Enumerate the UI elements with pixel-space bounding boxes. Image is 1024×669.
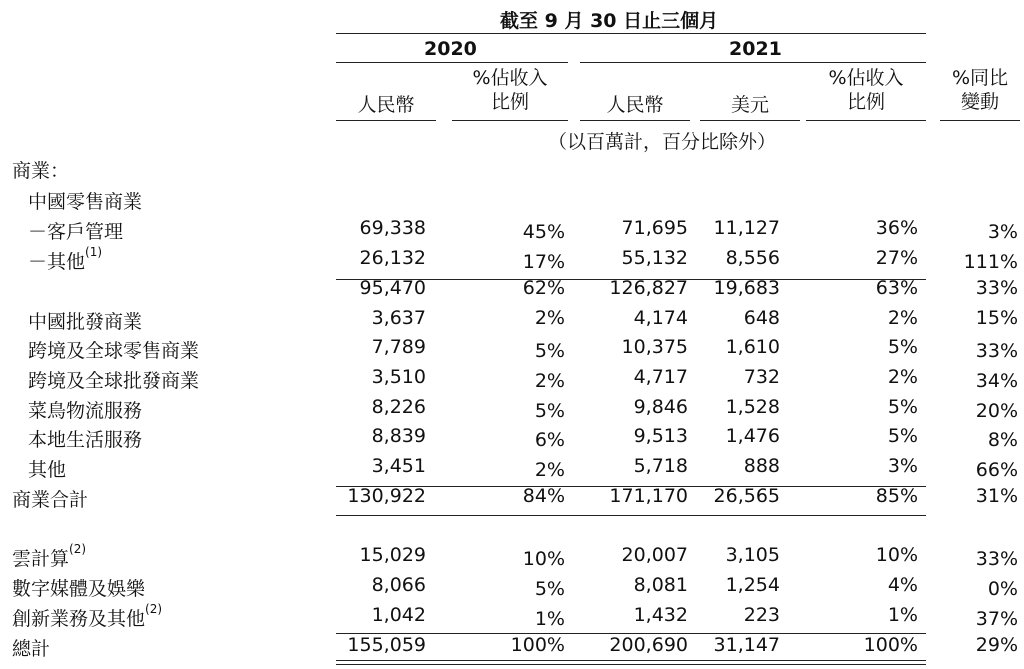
col-pct-2021 — [806, 66, 926, 114]
cell-pct-2021: 5% — [887, 425, 918, 447]
col-pct-2020-line2: 比例 — [490, 91, 529, 113]
cell-rmb-2021: 8,081 — [633, 574, 688, 596]
cell-rmb-2021: 71,695 — [621, 217, 688, 239]
row-label — [12, 634, 50, 661]
cell-pct-2020: 84% — [522, 485, 565, 507]
cell-yoy: 34% — [975, 370, 1018, 392]
cell-pct-2021: 2% — [887, 307, 918, 329]
cell-rmb-2021: 4,717 — [633, 366, 688, 388]
col-yoy-line2: 變動 — [960, 91, 999, 113]
cell-rmb-2020: 155,059 — [347, 634, 426, 656]
cell-pct-2021: 85% — [875, 485, 918, 507]
cell-pct-2020: 17% — [522, 251, 565, 273]
cell-rmb-2020: 8,226 — [371, 396, 426, 418]
cell-rmb-2020: 130,922 — [347, 485, 426, 507]
cell-pct-2020: 62% — [522, 277, 565, 299]
period-rule — [336, 33, 926, 34]
col-pct-2020-rule — [452, 120, 568, 121]
row-label-text: 創新業務及其他 — [12, 608, 146, 630]
cell-rmb-2020: 8,066 — [371, 574, 426, 596]
row-label — [12, 604, 162, 631]
cell-yoy: 111% — [963, 251, 1018, 273]
row-label — [28, 425, 142, 452]
cell-pct-2020: 5% — [534, 340, 565, 362]
cell-pct-2020: 1% — [534, 608, 565, 630]
row-label — [28, 336, 199, 363]
col-pct-2021-line1: %佔收入 — [828, 67, 904, 89]
row-label-text: 商業合計 — [12, 489, 89, 511]
row-label-text: 其他 — [28, 459, 67, 481]
row-label — [28, 366, 199, 393]
cell-rmb-2021: 171,170 — [609, 485, 688, 507]
col-pct-2021-line2: 比例 — [846, 91, 885, 113]
row-label-text: 商業： — [12, 160, 70, 182]
cell-usd-2021: 1,254 — [725, 574, 780, 596]
cell-pct-2021: 3% — [887, 455, 918, 477]
cell-rmb-2021: 55,132 — [621, 247, 688, 269]
row-label-text: 菜鳥物流服務 — [28, 400, 143, 422]
footnote-marker: (1) — [85, 245, 103, 259]
cell-rmb-2020: 3,637 — [371, 307, 426, 329]
cell-yoy: 31% — [975, 485, 1018, 507]
cell-rmb-2020: 8,839 — [371, 425, 426, 447]
col-usd-2021-label: 美元 — [730, 94, 769, 116]
cell-usd-2021: 19,683 — [713, 277, 780, 299]
row-label-text: 中國批發商業 — [28, 311, 143, 333]
row-label-text: 總計 — [12, 638, 51, 660]
col-usd-2021-rule — [700, 120, 800, 121]
period-header: 截至 9 月 30 日止三個月 — [500, 10, 719, 32]
cell-pct-2020: 6% — [534, 429, 565, 451]
col-rmb-2021-label: 人民幣 — [606, 94, 664, 116]
cell-yoy: 66% — [975, 459, 1018, 481]
cell-yoy: 33% — [975, 340, 1018, 362]
year-2020-header: 2020 — [424, 38, 477, 60]
col-pct-2021-rule — [806, 120, 926, 121]
cell-pct-2020: 5% — [534, 578, 565, 600]
cell-rmb-2021: 9,513 — [633, 425, 688, 447]
cell-usd-2021: 26,565 — [713, 485, 780, 507]
cell-pct-2021: 2% — [887, 366, 918, 388]
cell-usd-2021: 31,147 — [713, 634, 780, 656]
cell-pct-2021: 36% — [875, 217, 918, 239]
cell-rmb-2020: 1,042 — [371, 604, 426, 626]
cell-usd-2021: 888 — [743, 455, 780, 477]
cell-pct-2020: 2% — [534, 307, 565, 329]
row-label — [28, 247, 102, 274]
cell-rmb-2020: 26,132 — [359, 247, 426, 269]
col-rmb-2020 — [336, 93, 436, 117]
subtotal-rule — [336, 279, 926, 280]
cell-usd-2021: 8,556 — [725, 247, 780, 269]
col-rmb-2021-rule — [580, 120, 690, 121]
cell-yoy: 0% — [987, 578, 1018, 600]
cell-rmb-2020: 69,338 — [359, 217, 426, 239]
row-label-text: 跨境及全球批發商業 — [28, 370, 200, 392]
col-rmb-2020-rule — [336, 120, 436, 121]
total-double-rule — [336, 660, 926, 665]
cell-rmb-2021: 10,375 — [621, 336, 688, 358]
cell-rmb-2020: 7,789 — [371, 336, 426, 358]
cell-yoy: 29% — [975, 634, 1018, 656]
cell-rmb-2020: 3,451 — [371, 455, 426, 477]
cell-pct-2021: 10% — [875, 544, 918, 566]
row-label — [12, 544, 86, 571]
cell-pct-2021: 100% — [863, 634, 918, 656]
row-label-text: －客戶管理 — [28, 221, 124, 243]
cell-rmb-2020: 3,510 — [371, 366, 426, 388]
cell-usd-2021: 732 — [743, 366, 780, 388]
cell-pct-2020: 100% — [510, 634, 565, 656]
cell-yoy: 33% — [975, 548, 1018, 570]
col-usd-2021 — [700, 93, 800, 117]
row-label — [12, 485, 88, 512]
cell-usd-2021: 648 — [743, 307, 780, 329]
row-label — [12, 574, 145, 601]
year-2021-rule — [580, 62, 926, 63]
row-label — [28, 217, 123, 244]
cell-pct-2021: 27% — [875, 247, 918, 269]
cell-yoy: 8% — [987, 429, 1018, 451]
row-label — [28, 187, 142, 214]
cell-pct-2020: 10% — [522, 548, 565, 570]
row-label — [28, 396, 142, 423]
row-label-text: 中國零售商業 — [28, 191, 143, 213]
cell-yoy: 33% — [975, 277, 1018, 299]
cell-rmb-2021: 200,690 — [609, 634, 688, 656]
cell-rmb-2021: 9,846 — [633, 396, 688, 418]
cell-pct-2021: 63% — [875, 277, 918, 299]
year-2020-rule — [336, 62, 568, 63]
cell-yoy: 20% — [975, 400, 1018, 422]
cell-rmb-2021: 1,432 — [633, 604, 688, 626]
cell-pct-2021: 1% — [887, 604, 918, 626]
cell-usd-2021: 3,105 — [725, 544, 780, 566]
col-rmb-2020-label: 人民幣 — [357, 94, 415, 116]
cell-yoy: 15% — [975, 307, 1018, 329]
cell-pct-2021: 4% — [887, 574, 918, 596]
col-rmb-2021 — [580, 93, 690, 117]
row-label — [12, 156, 69, 183]
row-label-text: 跨境及全球零售商業 — [28, 340, 200, 362]
commerce-pre-rule — [336, 486, 926, 487]
cell-rmb-2020: 15,029 — [359, 544, 426, 566]
cell-rmb-2020: 95,470 — [359, 277, 426, 299]
row-label-text: －其他 — [28, 251, 86, 273]
cell-pct-2020: 2% — [534, 459, 565, 481]
cell-pct-2020: 5% — [534, 400, 565, 422]
cell-usd-2021: 1,528 — [725, 396, 780, 418]
cell-yoy: 3% — [987, 221, 1018, 243]
cell-rmb-2021: 20,007 — [621, 544, 688, 566]
cell-rmb-2021: 5,718 — [633, 455, 688, 477]
row-label — [28, 455, 66, 482]
col-pct-2020 — [452, 66, 568, 114]
cell-yoy: 37% — [975, 608, 1018, 630]
cell-usd-2021: 223 — [743, 604, 780, 626]
cell-usd-2021: 11,127 — [713, 217, 780, 239]
unit-note: （以百萬計，百分比除外） — [548, 131, 777, 153]
cell-usd-2021: 1,476 — [725, 425, 780, 447]
col-yoy-rule — [940, 120, 1020, 121]
commerce-post-rule — [336, 515, 926, 516]
cell-pct-2020: 2% — [534, 370, 565, 392]
row-label — [28, 307, 142, 334]
cell-pct-2021: 5% — [887, 336, 918, 358]
col-yoy-line1: %同比 — [951, 67, 1009, 89]
total-pre-rule — [336, 633, 926, 634]
col-yoy — [940, 66, 1020, 114]
col-pct-2020-line1: %佔收入 — [472, 67, 548, 89]
row-label-text: 本地生活服務 — [28, 429, 143, 451]
cell-rmb-2021: 4,174 — [633, 307, 688, 329]
year-2021-header: 2021 — [729, 38, 782, 60]
cell-pct-2021: 5% — [887, 396, 918, 418]
row-label-text: 雲計算 — [12, 548, 70, 570]
cell-usd-2021: 1,610 — [725, 336, 780, 358]
cell-rmb-2021: 126,827 — [609, 277, 688, 299]
footnote-marker: (2) — [69, 542, 87, 556]
row-label-text: 數字媒體及娛樂 — [12, 578, 146, 600]
cell-pct-2020: 45% — [522, 221, 565, 243]
footnote-marker: (2) — [145, 602, 163, 616]
